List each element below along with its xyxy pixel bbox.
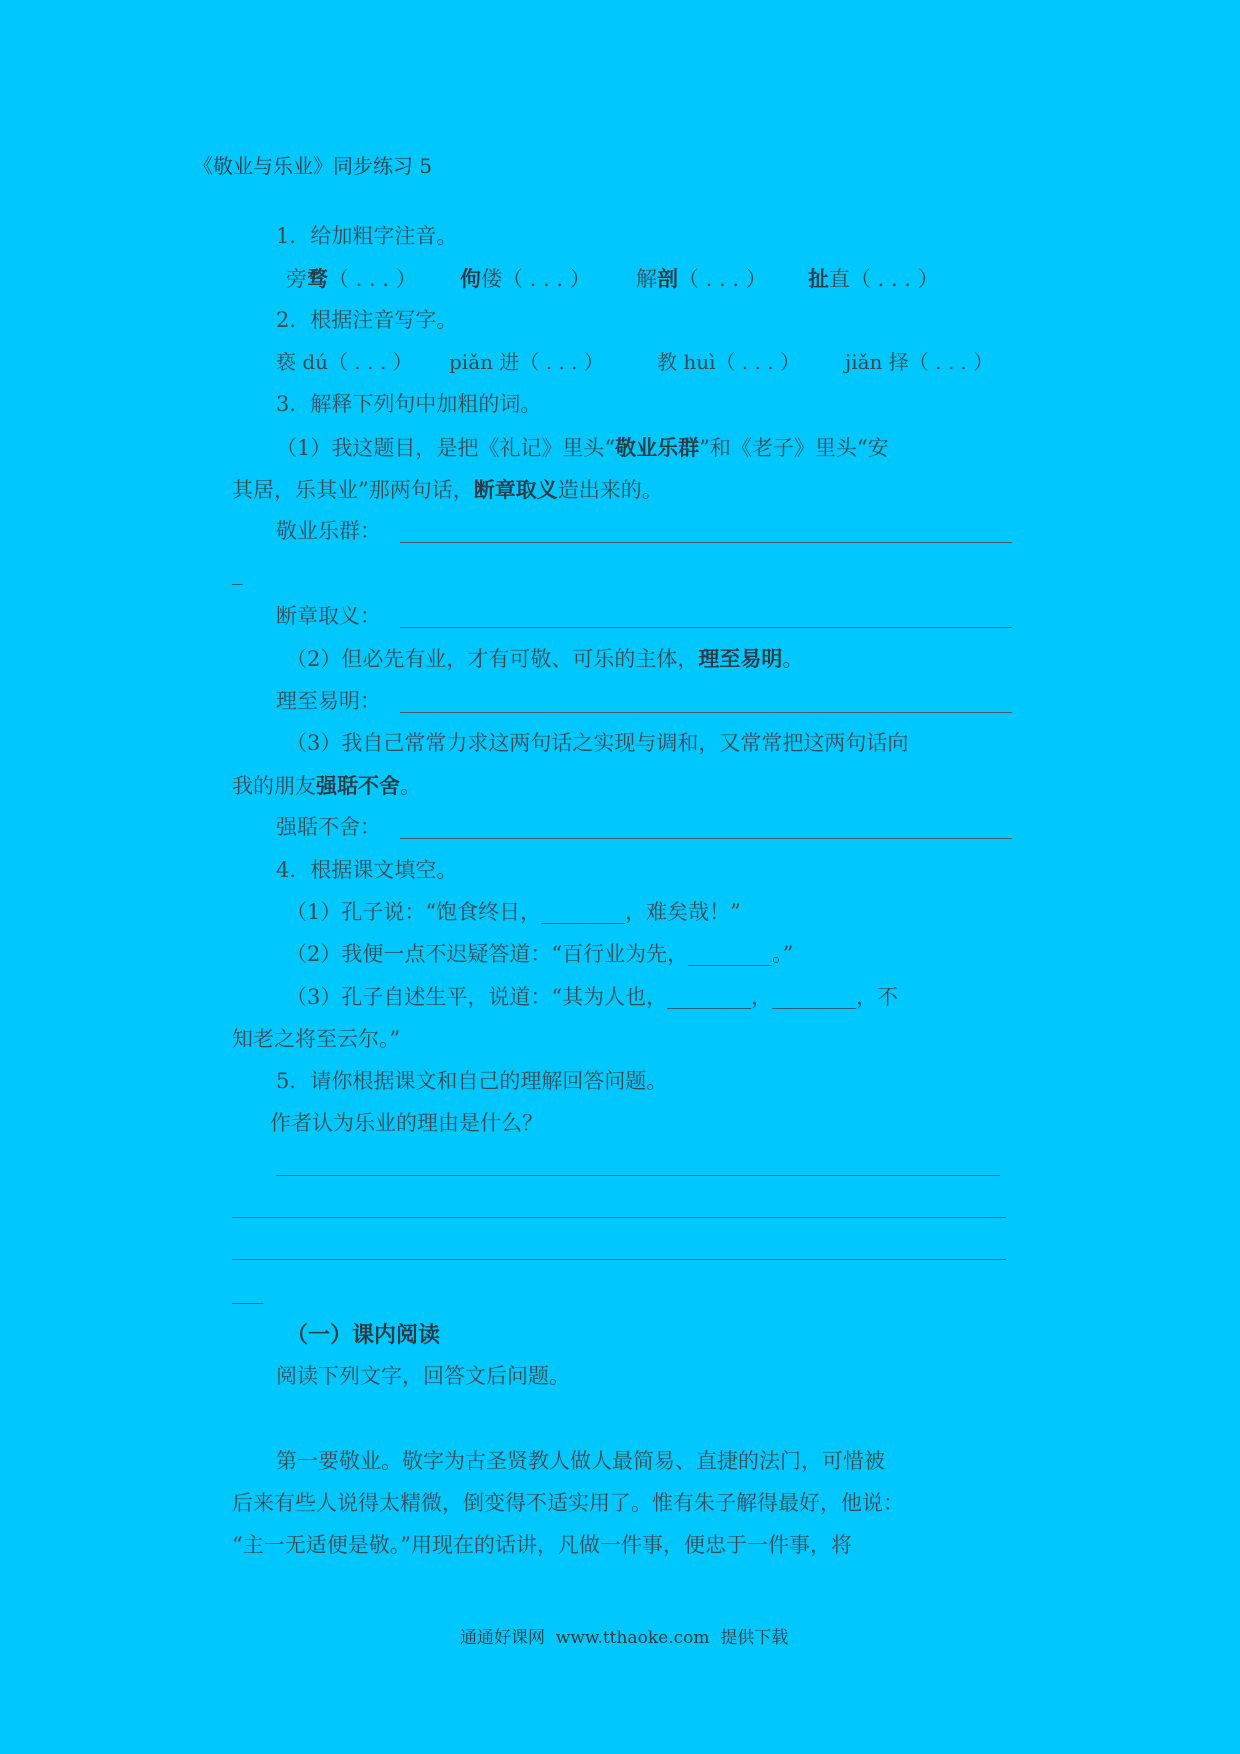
q1-item-1-bold: 骛	[307, 266, 328, 291]
q3-s1-text-a: （1）我这题目，是把《礼记》里头“	[276, 436, 616, 460]
q2-item-1-text: 亵 dú	[276, 350, 329, 374]
q1-item-3	[636, 268, 767, 290]
q2-item-4-text: jiǎn 择	[845, 350, 909, 374]
q5-answer-line-1	[276, 1175, 1000, 1176]
q1-item-2	[460, 268, 591, 290]
q1-prompt: 1．给加粗字注音。	[276, 224, 458, 248]
q2-prompt: 2．根据注音写字。	[276, 308, 458, 332]
q2-item-4	[845, 352, 993, 372]
q3-s3-text-b: 我的朋友	[232, 774, 316, 798]
q1-item-1	[286, 268, 417, 290]
q4-prompt: 4．根据课文填空。	[276, 858, 458, 882]
q3-s1-bold-2: 断章取义	[473, 477, 558, 502]
q1-item-3-bold: 剖	[657, 266, 678, 291]
q2-item-2-text: piǎn 进	[449, 350, 520, 374]
q1-item-4-post: 直	[829, 267, 850, 291]
q4-line-2: （2）我便一点不迟疑答道：“百行业为先，________。”	[286, 942, 794, 966]
q5-question: 作者认为乐业的理由是什么？	[270, 1111, 543, 1135]
q3-s2-bold: 理至易明	[698, 646, 783, 671]
q4-line-3: （3）孔子自述生平，说道：“其为人也，________，________，不	[286, 985, 899, 1009]
page-footer: 通通好课网 www.tthaoke.com 提供下载	[460, 1628, 789, 1648]
q3-sentence-2	[286, 648, 803, 670]
q2-item-3-blank: （ . . . ）	[715, 350, 801, 374]
q3-term-2-label: 断章取义：	[276, 604, 381, 628]
q3-s1-text-d: 造出来的。	[557, 478, 663, 502]
reading-instruction: 阅读下列文字，回答文后问题。	[276, 1364, 570, 1388]
q2-item-1-blank: （ . . . ）	[328, 350, 413, 374]
q1-item-4-bold: 扯	[808, 266, 829, 291]
q3-s2-text-a: （2）但必先有业，才有可敬、可乐的主体，	[286, 647, 699, 671]
q2-item-1	[276, 352, 413, 372]
q3-sentence-3-line-1: （3）我自己常常力求这两句话之实现与调和，又常常把这两句话向	[286, 731, 909, 755]
q3-term-1-label: 敬业乐群：	[276, 519, 381, 543]
q5-answer-line-3	[232, 1259, 1006, 1260]
q3-s1-text-c: 其居，乐其业”那两句话，	[232, 478, 474, 502]
q3-s3-bold: 强聒不舍	[316, 773, 400, 798]
q1-item-1-pre: 旁	[286, 267, 307, 291]
q2-item-2-blank: （ . . . ）	[519, 350, 604, 374]
reading-paragraph-line-2: 后来有些人说得太精微，倒变得不适实用了。惟有朱子解得最好，他说：	[232, 1491, 904, 1515]
q3-term-4-label: 强聒不舍：	[276, 815, 381, 839]
q2-item-3	[657, 352, 800, 372]
q1-item-2-bold: 佝	[460, 266, 481, 291]
q1-item-3-pre: 解	[636, 267, 657, 291]
reading-paragraph-line-3: “主一无适便是敬。”用现在的话讲，凡做一件事，便忠于一件事，将	[232, 1533, 852, 1557]
q3-s2-text-b: 。	[782, 647, 804, 671]
q1-item-4	[808, 268, 939, 290]
q5-answer-line-2	[232, 1217, 1006, 1218]
q3-prompt: 3．解释下列句中加粗的词。	[276, 392, 542, 416]
q3-term-2-answer-line	[400, 627, 1012, 628]
reading-heading: （一）课内阅读	[286, 1322, 441, 1348]
q3-term-1-answer-line	[400, 542, 1012, 543]
q3-sentence-3-line-2	[232, 775, 421, 797]
q1-item-3-blank: （ . . . ）	[678, 267, 767, 291]
q2-item-4-blank: （ . . . ）	[908, 350, 994, 374]
q3-s3-text-c: 。	[400, 774, 421, 798]
q3-term-3-answer-line	[400, 712, 1012, 713]
q3-term-3-label: 理至易明：	[276, 689, 381, 713]
q5-answer-tail: ___	[232, 1280, 264, 1304]
q3-s1-text-b: ”和《老子》里头“安	[699, 436, 889, 460]
q4-line-3-continued: 知老之将至云尔。”	[232, 1027, 401, 1051]
q3-sentence-1-line-2	[232, 479, 663, 501]
q3-term-4-answer-line	[400, 838, 1012, 839]
document-title: 《敬业与乐业》同步练习 5	[193, 154, 433, 178]
q2-item-2	[449, 352, 604, 372]
q1-item-2-blank: （ . . . ）	[502, 267, 591, 291]
q3-term-1-tail: _	[232, 561, 243, 585]
q4-line-1: （1）孔子说：“饱食终日，________，难矣哉！”	[286, 900, 741, 924]
q1-item-1-blank: （ . . . ）	[328, 267, 417, 291]
q3-s1-bold: 敬业乐群	[615, 435, 700, 460]
q5-prompt: 5．请你根据课文和自己的理解回答问题。	[276, 1069, 668, 1093]
q1-item-4-blank: （ . . . ）	[850, 267, 939, 291]
reading-paragraph-line-1: 第一要敬业。敬字为古圣贤教人做人最简易、直捷的法门，可惜被	[276, 1449, 885, 1473]
q2-item-3-text: 教 huì	[657, 350, 716, 374]
q1-item-2-post: 偻	[481, 267, 502, 291]
q3-sentence-1-line-1	[276, 437, 889, 459]
